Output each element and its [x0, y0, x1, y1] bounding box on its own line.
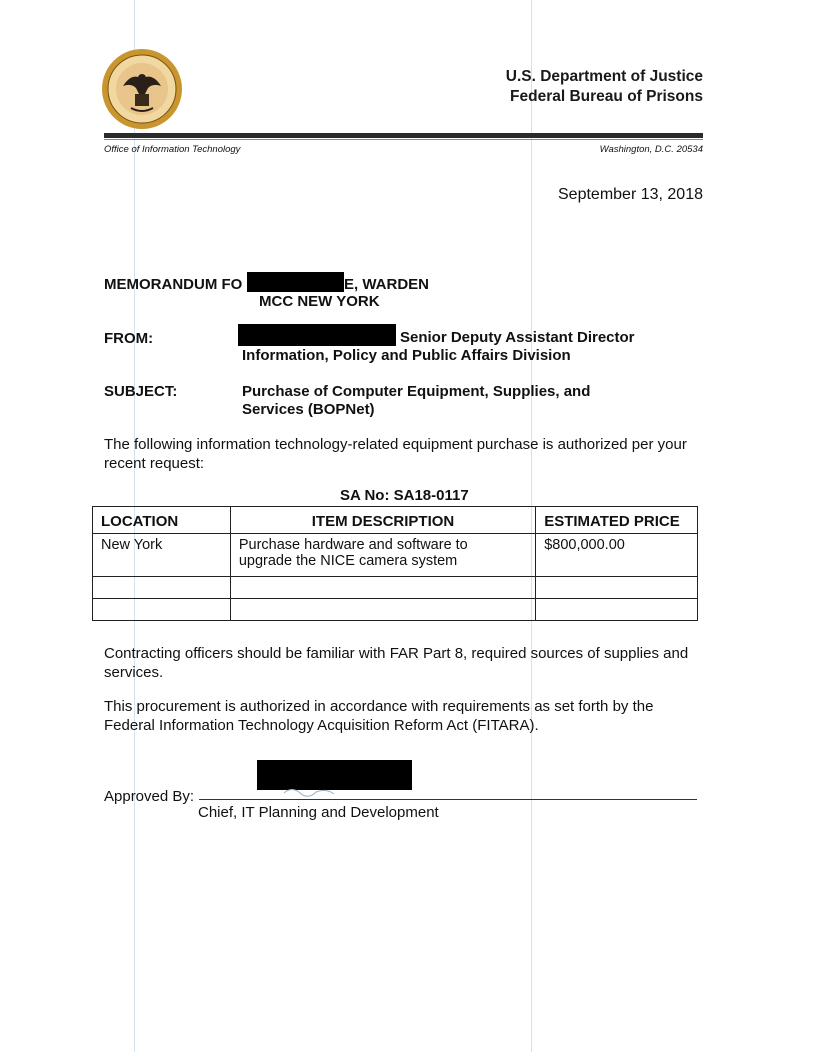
redaction-box [247, 272, 344, 292]
cell-location: New York [93, 534, 231, 577]
cell-location [93, 599, 231, 621]
cell-location [93, 577, 231, 599]
table-row [93, 534, 698, 577]
from-title: Senior Deputy Assistant Director [400, 329, 635, 346]
signature-line [199, 799, 697, 800]
cell-description [230, 599, 535, 621]
memo-for-suffix: E, WARDEN [344, 276, 430, 293]
memo-for-line2: MCC NEW YORK [259, 293, 380, 310]
table-header-row [93, 507, 698, 534]
from-division: Information, Policy and Public Affairs Division [242, 347, 571, 364]
table-row [93, 577, 698, 599]
column-header-description: ITEM DESCRIPTION [230, 507, 535, 534]
cell-description [230, 577, 535, 599]
subject-line1: Purchase of Computer Equipment, Supplies, and [242, 383, 591, 400]
column-header-location: LOCATION [93, 507, 231, 534]
description-line: Purchase hardware and software to [238, 537, 468, 553]
from-label: FROM: [104, 330, 154, 347]
memo-date: September 13, 2018 [558, 186, 703, 203]
approved-by-label: Approved By: [104, 788, 195, 805]
cell-price [536, 599, 698, 621]
header-rule [104, 133, 703, 138]
intro-paragraph: The following information technology-related equipment purchase is authorized per your recent request: [104, 436, 687, 472]
agency-heading [506, 67, 703, 107]
far-paragraph: Contracting officers should be familiar with FAR Part 8, required sources of supplies and services. [104, 645, 689, 681]
bureau-name: Federal Bureau of Prisons [510, 88, 703, 105]
cell-description [230, 534, 535, 577]
column-header-price: ESTIMATED PRICE [536, 507, 698, 534]
purchase-table [92, 506, 698, 621]
doj-seal-logo [101, 48, 183, 130]
table-row [93, 599, 698, 621]
description-line: upgrade the NICE camera system [238, 553, 458, 569]
office-location: Washington, D.C. 20534 [599, 144, 703, 155]
subject-line2: Services (BOPNet) [242, 401, 375, 418]
signature-mark [282, 784, 352, 798]
cell-price: $800,000.00 [536, 534, 698, 577]
cell-price [536, 577, 698, 599]
memo-for-label: MEMORANDUM FO [104, 276, 243, 293]
department-name: U.S. Department of Justice [505, 68, 703, 85]
header-rule-thin [104, 139, 703, 140]
sa-number: SA No: SA18-0117 [340, 487, 469, 504]
subject-label: SUBJECT: [104, 383, 178, 400]
office-name: Office of Information Technology [104, 144, 241, 155]
signer-title: Chief, IT Planning and Development [198, 804, 439, 821]
fitara-paragraph: This procurement is authorized in accordance with requirements as set forth by the Federal Information Technology Acquisition Reform Act (FITARA). [104, 698, 654, 734]
redaction-box [238, 324, 396, 346]
